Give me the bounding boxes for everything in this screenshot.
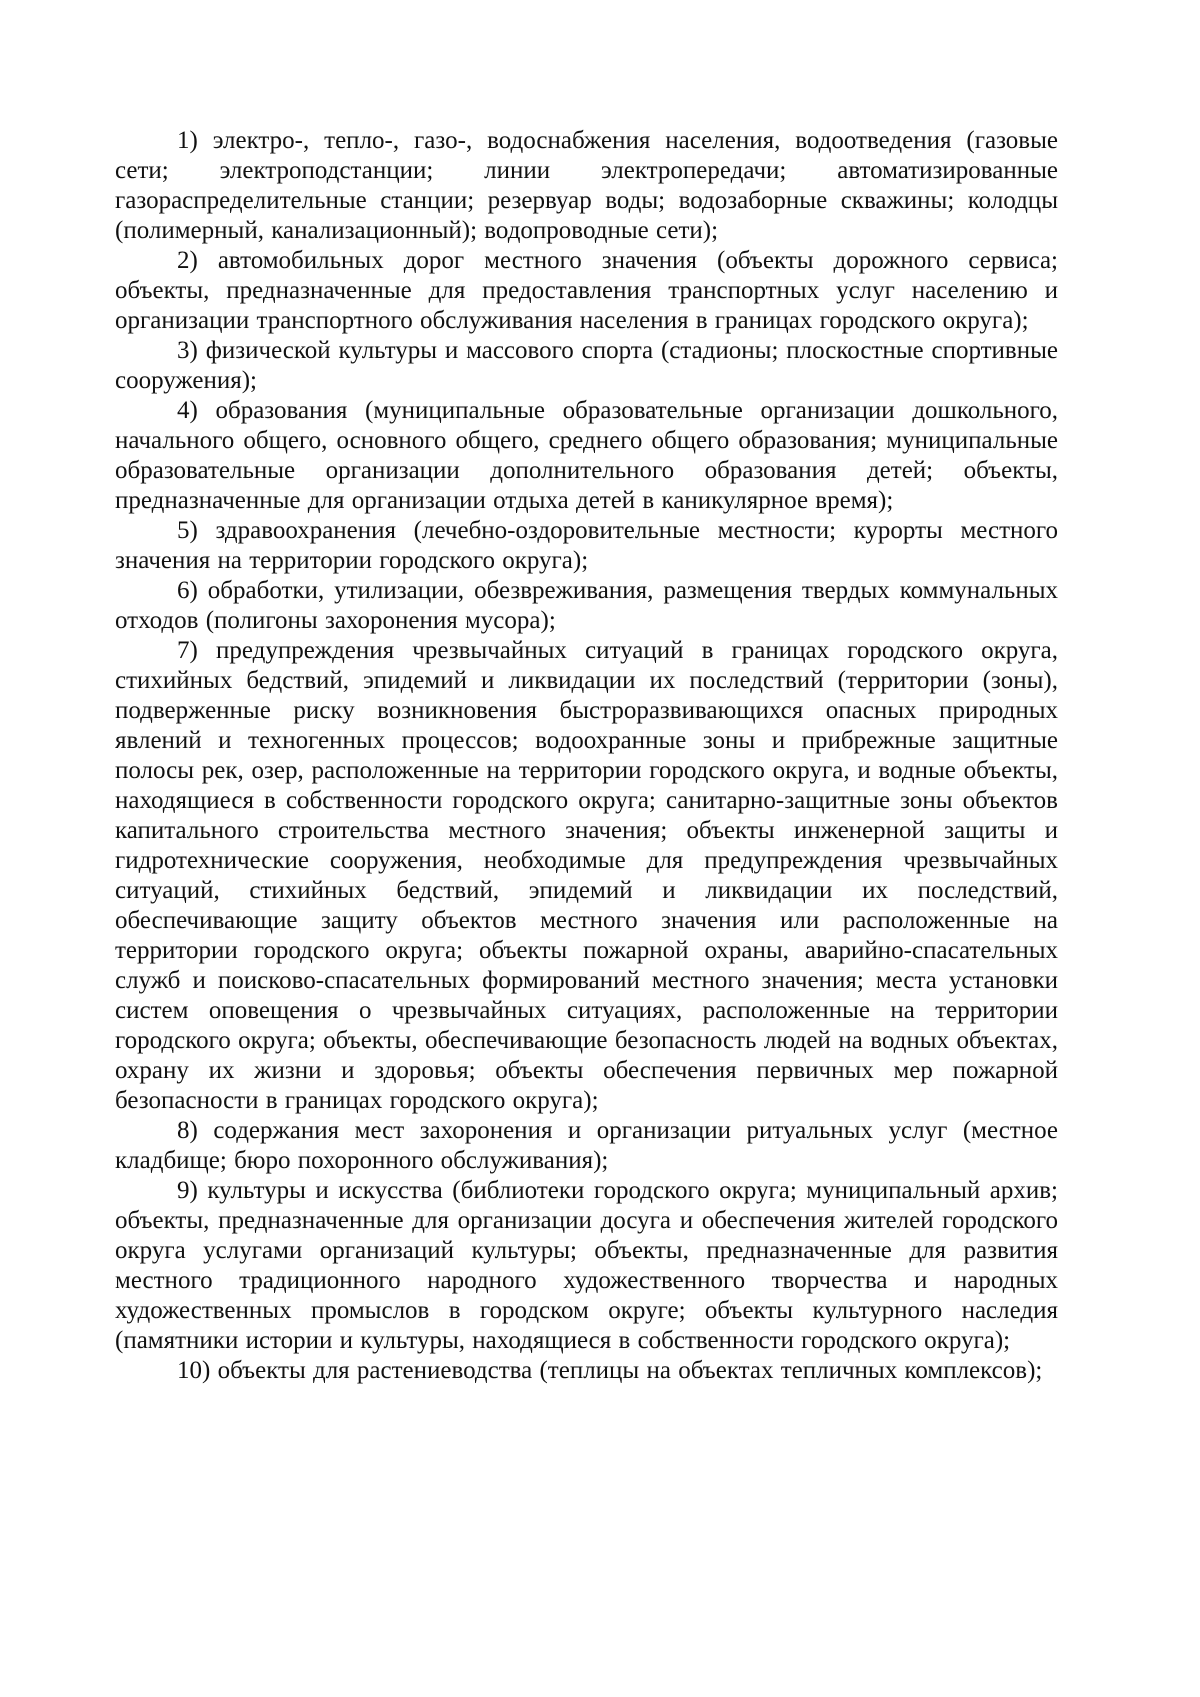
item-number: 9) (177, 1177, 198, 1204)
item-number: 4) (177, 397, 198, 424)
item-text: электро-, тепло-, газо-, водоснабжения населения, водоотведения (газовые сети; электроподстанции; линии электропередачи; автоматизированные газораспределительные станции; резервуар воды; водозаборные скважины; колодцы (полимерный, канализационный); водопроводные сети); (115, 127, 1058, 244)
list-item-7 (115, 636, 1058, 1116)
list-item-5 (115, 516, 1058, 576)
list-item-3 (115, 336, 1058, 396)
item-text: образования (муниципальные образовательные организации дошкольного, начального общего, основного общего, среднего общего образования; муниципальные образовательные организации дополнительного образования детей; объекты, предназначенные для организации отдыха детей в каникулярное время); (115, 397, 1058, 514)
item-number: 1) (177, 127, 198, 154)
item-number: 7) (177, 637, 198, 664)
list-item-8 (115, 1116, 1058, 1176)
item-number: 6) (177, 577, 198, 604)
item-text: физической культуры и массового спорта (стадионы; плоскостные спортивные сооружения); (115, 337, 1059, 394)
item-text: предупреждения чрезвычайных ситуаций в границах городского округа, стихийных бедствий, эпидемий и ликвидации их последствий (территории (зоны), подверженные риску возникновения быстроразвивающихся опасных природных явлений и техногенных процессов; водоохранные зоны и прибрежные защитные полосы рек, озер, расположенные на территории городского округа, и водные объекты, находящиеся в собственности городского округа; санитарно-защитные зоны объектов капитального строительства местного значения; объекты инженерной защиты и гидротехнические сооружения, необходимые для предупреждения чрезвычайных ситуаций, стихийных бедствий, эпидемий и ликвидации их последствий, обеспечивающие защиту объектов местного значения или расположенные на территории городского округа; объекты пожарной охраны, аварийно-спасательных служб и поисково-спасательных формирований местного значения; места установки систем оповещения о чрезвычайных ситуациях, расположенные на территории городского округа; объекты, обеспечивающие безопасность людей на водных объектах, охрану их жизни и здоровья; объекты обеспечения первичных мер пожарной безопасности в границах городского округа); (115, 637, 1059, 1114)
item-text: автомобильных дорог местного значения (объекты дорожного сервиса; объекты, предназначенные для предоставления транспортных услуг населению и организации транспортного обслуживания населения в границах городского округа); (115, 247, 1058, 334)
item-text: обработки, утилизации, обезвреживания, размещения твердых коммунальных отходов (полигоны захоронения мусора); (115, 577, 1059, 634)
list-item-10 (115, 1356, 1058, 1386)
item-number: 10) (177, 1357, 211, 1384)
item-text: здравоохранения (лечебно-оздоровительные местности; курорты местного значения на территории городского округа); (115, 517, 1059, 574)
item-text: объекты для растениеводства (теплицы на объектах тепличных комплексов); (217, 1357, 1043, 1384)
item-number: 2) (177, 247, 198, 274)
list-item-6 (115, 576, 1058, 636)
item-text: культуры и искусства (библиотеки городского округа; муниципальный архив; объекты, предназначенные для организации досуга и обеспечения жителей городского округа услугами организаций культуры; объекты, предназначенные для развития местного традиционного народного художественного творчества и народных художественных промыслов в городском округе; объекты культурного наследия (памятники истории и культуры, находящиеся в собственности городского округа); (115, 1177, 1058, 1354)
item-number: 5) (177, 517, 198, 544)
item-number: 3) (177, 337, 198, 364)
list-item-4 (115, 396, 1058, 516)
list-item-1 (115, 126, 1058, 246)
list-item-2 (115, 246, 1058, 336)
item-number: 8) (177, 1117, 198, 1144)
document-page (115, 126, 1058, 1386)
item-text: содержания мест захоронения и организации ритуальных услуг (местное кладбище; бюро похоронного обслуживания); (115, 1117, 1059, 1174)
list-item-9 (115, 1176, 1058, 1356)
